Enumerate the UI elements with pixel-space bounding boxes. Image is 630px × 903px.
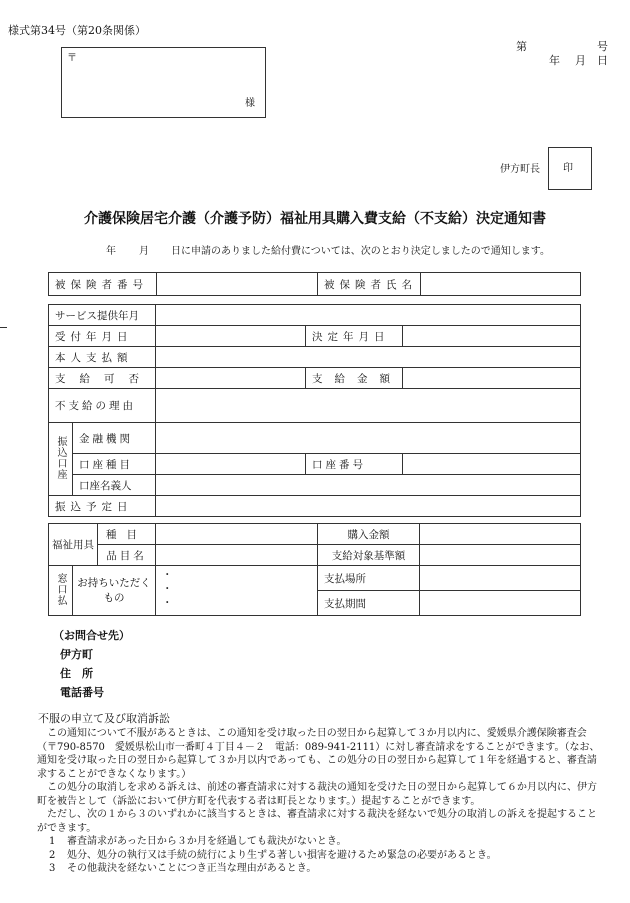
appeal-item: 2 処分、処分の執行又は手続の続行により生ずる著しい損害を避けるため緊急の必要があるとき。 [49,849,497,861]
contact-address-label: 住 所 [60,667,93,680]
label-counter-pay: 窓口払 [49,566,73,616]
doc-number-suffix: 号 [597,40,608,53]
value-transfer-date [156,496,581,517]
contact-heading: （お問合せ先） [53,629,130,642]
value-payment-amount [403,368,581,389]
intro-year: 年 [106,246,116,257]
intro-text: 日に申請のありました給付費については、次のとおり決定しましたので通知します。 [171,246,550,257]
label-insured-name: 被保険者氏名 [318,273,421,296]
doc-number-prefix: 第 [516,40,527,53]
honorific: 様 [245,98,255,109]
label-payment-amount: 支給金額 [306,368,403,389]
margin-mark [0,327,7,328]
bullet-1: ・ [162,569,173,581]
address-box [61,47,266,118]
value-eligible-amount [420,545,581,566]
date-month: 月 [575,54,586,67]
seal-mark: 印 [563,163,573,174]
label-welfare: 福祉用具 [49,524,98,566]
label-account-no: 口座番号 [306,454,403,475]
value-account-holder [156,475,581,496]
value-decision-date [403,326,581,347]
value-receipt-date [156,326,306,347]
label-self-pay: 本人支払額 [49,347,156,368]
contact-org: 伊方町 [60,648,93,661]
seal-box [548,147,592,190]
value-self-pay [156,347,581,368]
value-bank [156,423,581,454]
appeal-paragraph-1: この通知について不服があるときは、この通知を受け取った日の翌日から起算して３か月以内に、愛媛県介護保険審査会（〒790-8570 愛媛県松山市一番町４丁目４－２ 電話：089-941-2111）に対し審査請求をすることができます。（なお、通知を受け取った日の翌日から起算して３か月以内であっても、この処分の日の翌日から起算して１年を経過すると、審査請求することができなくなります。） [37,728,600,780]
label-bring-items: お持ちいただくもの [73,566,156,616]
label-item-name: 品目名 [98,545,156,566]
value-account-type [156,454,306,475]
label-pay-period: 支払期間 [318,591,420,616]
value-pay-place [420,566,581,591]
welfare-table [48,523,581,616]
postal-mark: 〒 [67,53,77,64]
label-account-holder: 口座名義人 [73,475,156,496]
insured-table [48,272,581,296]
date-year: 年 [549,54,560,67]
label-transfer-account: 振込口座 [49,423,73,496]
form-number: 様式第34号（第20条関係） [8,24,146,37]
bullet-3: ・ [162,597,173,609]
label-insured-no: 被保険者番号 [49,273,157,296]
intro-month: 月 [139,246,149,257]
label-eligible-amount: 支給対象基準額 [318,545,420,566]
appeal-body [37,727,605,876]
page-title: 介護保険居宅介護（介護予防）福祉用具購入費支給（不支給）決定通知書 [84,211,546,227]
bullet-2: ・ [162,583,173,595]
value-account-no [403,454,581,475]
label-service-month: サービス提供年月 [49,305,156,326]
date-day: 日 [597,54,608,67]
label-approval: 支給可否 [49,368,156,389]
value-bring-items [156,566,318,616]
appeal-paragraph-2: この処分の取消しを求める訴えは、前述の審査請求に対する裁決の通知を受けた日の翌日から起算して６か月以内に、伊方町を被告として（訴訟において伊方町を代表する者は町長となります。）提起することができます。 [37,782,597,807]
appeal-heading: 不服の申立て及び取消訴訟 [38,712,170,725]
value-pay-period [420,591,581,616]
value-insured-no [157,273,318,296]
value-item-name [156,545,318,566]
label-transfer-date: 振込予定日 [49,496,156,517]
label-receipt-date: 受付年月日 [49,326,156,347]
appeal-item: 3 その他裁決を経ないことにつき正当な理由があるとき。 [49,863,317,874]
label-bank: 金融機関 [73,423,156,454]
value-service-month [156,305,581,326]
value-category [156,524,318,545]
label-purchase-amount: 購入金額 [318,524,420,545]
value-denial-reason [156,389,581,423]
value-approval [156,368,306,389]
value-purchase-amount [420,524,581,545]
appeal-item: 1 審査請求があった日から３か月を経過しても裁決がないとき。 [49,836,347,847]
label-category: 種目 [98,524,156,545]
label-denial-reason: 不支給の理由 [49,389,156,423]
decision-table [48,304,581,517]
contact-phone-label: 電話番号 [60,686,104,699]
issuer-title: 伊方町長 [500,164,540,175]
label-account-type: 口座種目 [73,454,156,475]
appeal-paragraph-3: ただし、次の１から３のいずれかに該当するときは、審査請求に対する裁決を経ないで処分の取消しの訴えを提起することができます。 [37,809,597,834]
label-pay-place: 支払場所 [318,566,420,591]
value-insured-name [421,273,581,296]
label-decision-date: 決定年月日 [306,326,403,347]
